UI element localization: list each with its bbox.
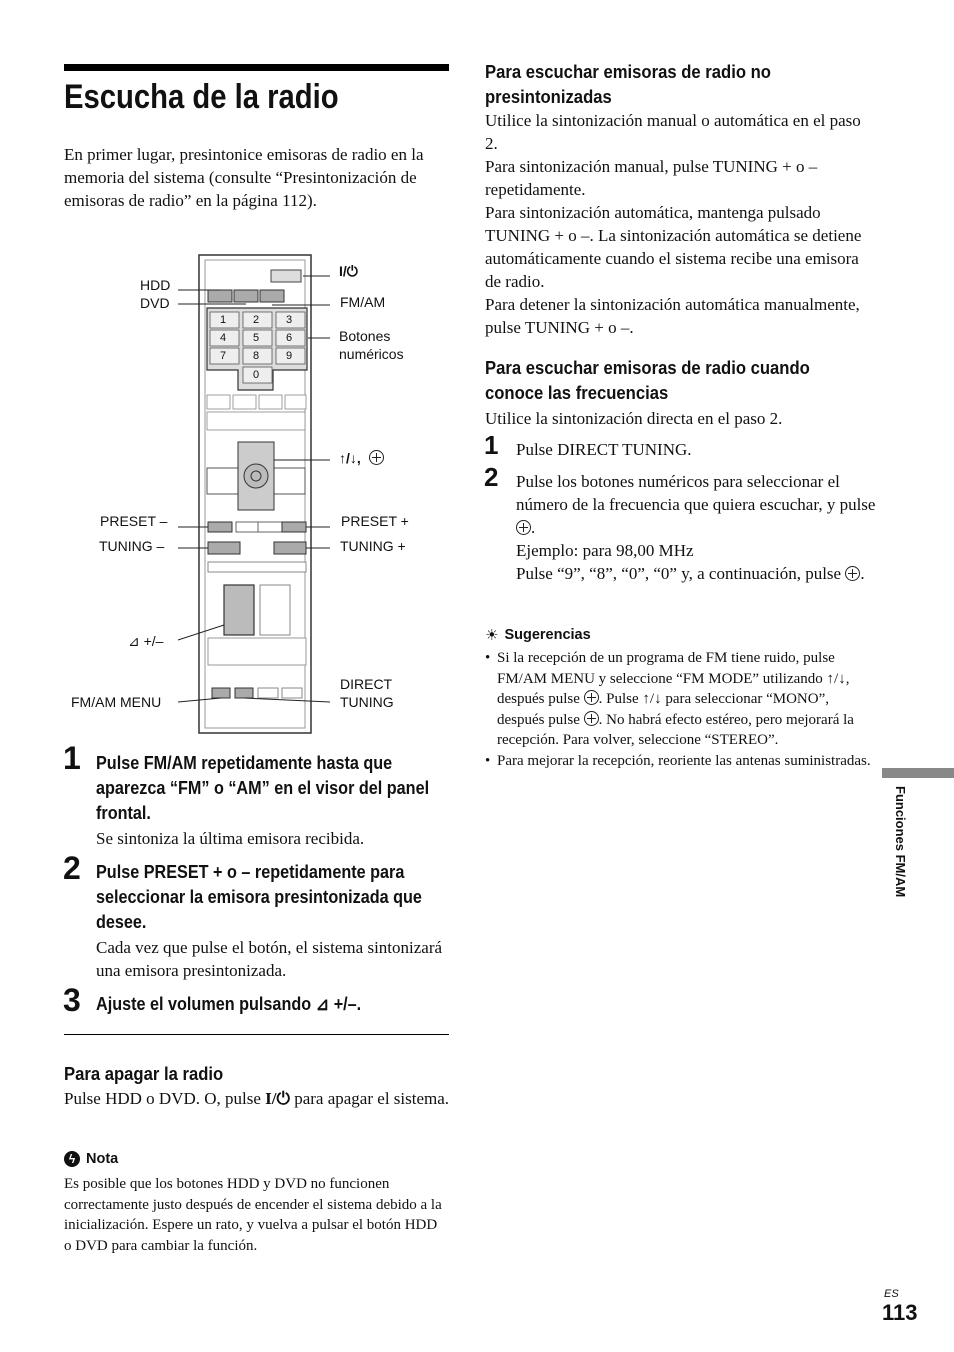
key-7: 7 [220, 350, 227, 362]
label-arrows [339, 450, 384, 466]
no-presint-line-4: Para detener la sintonización automática manualmente, pulse TUNING + o –. [485, 295, 860, 337]
key-4: 4 [220, 332, 227, 344]
freq-step-1-number: 1 [484, 430, 499, 460]
no-presint-line-2: Para sintonización manual, pulse TUNING + o – repetidamente. [485, 157, 818, 199]
title-rule [64, 64, 449, 71]
intro-paragraph: En primer lugar, presintonice emisoras de radio en la memoria del sistema (consulte “Presintonización de emisoras de radio” en la página 112). [64, 145, 424, 210]
tip-2-text: Para mejorar la recepción, reoriente las antenas suministradas. [497, 752, 871, 769]
step-2-body: Cada vez que pulse el botón, el sistema sintonizará una emisora presintonizada. [96, 938, 443, 980]
nota-heading: Nota [86, 1151, 119, 1167]
step-1-heading: Pulse FM/AM repetidamente hasta que aparezca “FM” o “AM” en el visor del panel frontal. [96, 753, 430, 823]
step-2-number: 2 [63, 850, 81, 886]
label-preset-minus: PRESET – [100, 513, 168, 529]
key-5: 5 [253, 332, 260, 344]
label-tuning: TUNING [340, 694, 394, 710]
arrow-up-down-icon: ↑/↓, [339, 450, 361, 466]
section-divider [64, 1034, 449, 1035]
apagar-body [64, 1087, 450, 1110]
lightbulb-icon: ☀ [485, 626, 499, 644]
freq-step-2: Pulse los botones numéricos para seleccionar el número de la frecuencia que quiera escuchar, y pulse . Ejemplo: para 98,00 MHz Pulse “9”, “8”, “0”, “0” y, a continuación, pulse . [516, 472, 876, 583]
label-fmam-menu: FM/AM MENU [71, 694, 162, 710]
label-volume: ⊿ +/– [128, 633, 164, 649]
page-title: Escucha de la radio [64, 78, 339, 116]
no-presint-heading: Para escuchar emisoras de radio no presintonizadas [485, 61, 771, 107]
freq-step-1: Pulse DIRECT TUNING. [516, 440, 692, 459]
remote-diagram [60, 250, 460, 740]
apagar-text-a: Pulse HDD o DVD. O, pulse [64, 1089, 261, 1108]
step-3-heading: Ajuste el volumen pulsando ⊿ +/–. [96, 994, 362, 1014]
step-1-number: 1 [63, 740, 81, 776]
freq-step-2-example: Ejemplo: para 98,00 MHz [516, 541, 694, 560]
sugerencias-heading-row [485, 626, 591, 644]
step-3-number: 3 [63, 982, 81, 1018]
tip-1-text-a: Si la recepción de un programa de FM tiene ruido, pulse FM/AM MENU y seleccione “FM MODE” utilizando ↑/↓, después pulse [497, 650, 850, 707]
language-code: ES [884, 1288, 899, 1300]
freq-step-2-number: 2 [484, 462, 499, 492]
frecuencias-heading: Para escuchar emisoras de radio cuando conoce las frecuencias [485, 357, 810, 403]
key-9: 9 [286, 350, 293, 362]
key-0: 0 [253, 369, 260, 381]
label-fmam: FM/AM [340, 294, 386, 310]
label-tuning-minus: TUNING – [99, 538, 165, 554]
enter-icon [516, 520, 531, 535]
apagar-text-b: para apagar el sistema. [294, 1089, 450, 1108]
label-hdd: HDD [140, 277, 171, 293]
power-icon: I/⏻ [265, 1089, 290, 1108]
apagar-heading: Para apagar la radio [64, 1063, 224, 1084]
list-item [485, 751, 873, 772]
key-3: 3 [286, 314, 293, 326]
label-botones: Botones [339, 328, 391, 344]
label-preset-plus: PRESET + [341, 513, 409, 529]
note-icon: ϟ [64, 1151, 80, 1167]
nota-body: Es posible que los botones HDD y DVD no funcionen correctamente justo después de encender el sistema debido a la inicialización. Espere un rato, y vuelva a pulsar el botón HDD o DVD para cambiar la función. [64, 1176, 442, 1254]
page-number: 113 [882, 1300, 918, 1325]
tip-1-text-c: . No habrá efecto estéreo, pero mejorará la recepción. Para volver, seleccione “STEREO”. [497, 711, 854, 748]
key-1: 1 [220, 314, 227, 326]
step-1-body: Se sintoniza la última emisora recibida. [96, 829, 365, 848]
label-dvd: DVD [140, 295, 170, 311]
key-6: 6 [286, 332, 293, 344]
no-presint-line-1: Utilice la sintonización manual o automática en el paso 2. [485, 111, 861, 153]
label-power: I/⏻ [339, 263, 358, 279]
label-numericos: numéricos [339, 346, 404, 362]
nota-heading-row [64, 1151, 118, 1167]
key-8: 8 [253, 350, 260, 362]
no-presint-body [485, 109, 873, 339]
remote-control-illustration [60, 250, 460, 740]
side-tab-marker [882, 768, 954, 778]
frecuencias-intro: Utilice la sintonización directa en el paso 2. [485, 409, 783, 428]
key-2: 2 [253, 314, 260, 326]
tip-1-text-b: . Pulse ↑/↓ para seleccionar “MONO”, después pulse [497, 691, 829, 728]
label-tuning-plus: TUNING + [340, 538, 406, 554]
freq-step-2-text-b: Pulse “9”, “8”, “0”, “0” y, a continuación, pulse [516, 564, 842, 583]
side-tab-label: Funciones FM/AM [893, 786, 908, 898]
freq-step-2-text-a: Pulse los botones numéricos para seleccionar el número de la frecuencia que quiera escuchar, y pulse [516, 472, 876, 514]
no-presint-line-3: Para sintonización automática, mantenga pulsado TUNING + o –. La sintonización automática se detiene automáticamente cuando el sistema recibe una emisora de radio. [485, 203, 862, 291]
label-direct: DIRECT [340, 676, 393, 692]
enter-icon [584, 711, 599, 726]
sugerencias-list [485, 648, 873, 771]
sugerencias-heading: Sugerencias [504, 627, 591, 643]
step-2-heading: Pulse PRESET + o – repetidamente para seleccionar la emisora presintonizada que desee. [96, 862, 422, 932]
enter-icon [845, 566, 860, 581]
enter-icon [584, 690, 599, 705]
enter-icon [369, 450, 384, 465]
list-item [485, 648, 873, 751]
